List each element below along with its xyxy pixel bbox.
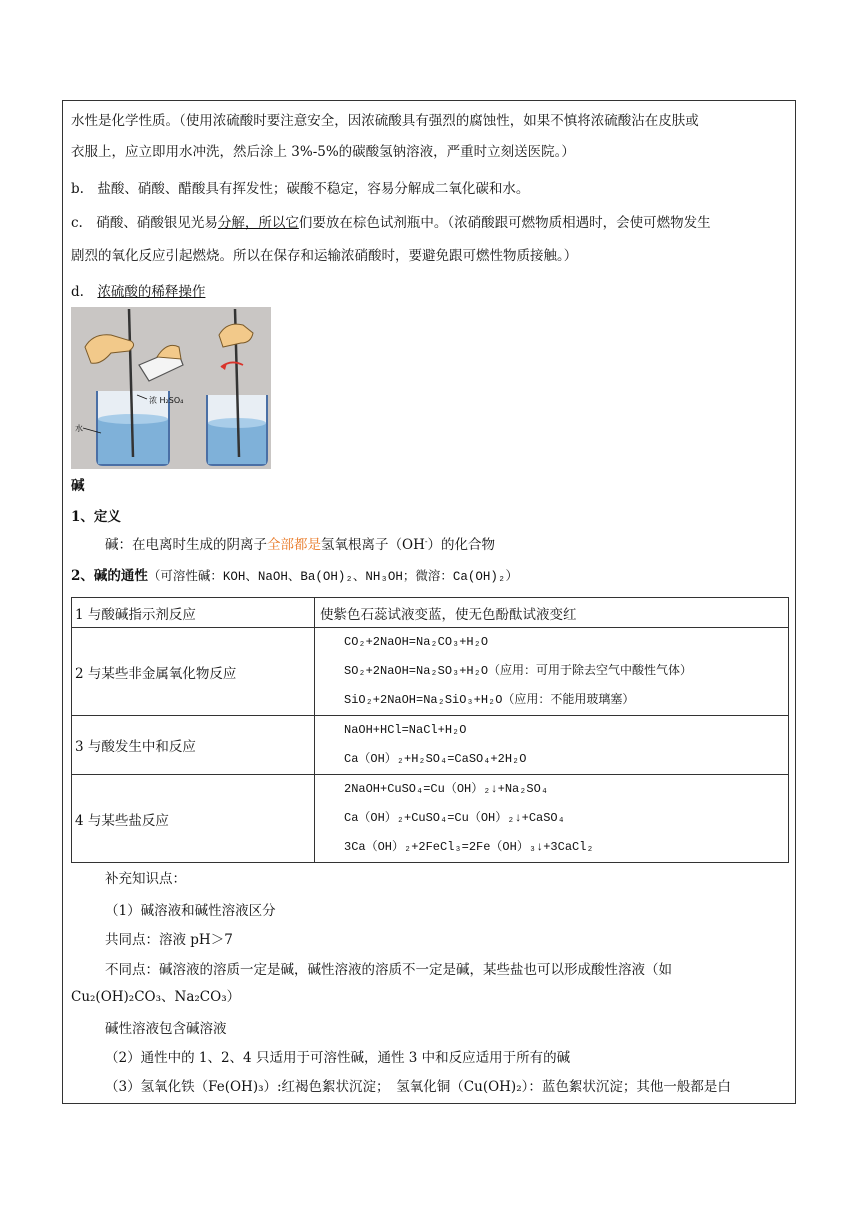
supplement-common: 共同点：溶液 pH＞7 xyxy=(105,932,233,948)
hydroxide-charge: - xyxy=(424,537,428,546)
acid-point-d xyxy=(71,282,789,302)
definition-heading: 1、定义 xyxy=(71,509,121,525)
equation-line: 3Ca（OH）₂+2FeCl₃=2Fe（OH）₃↓+3CaCl₂ xyxy=(344,840,594,854)
base-definition xyxy=(71,535,789,555)
supplement-point-1: （1）碱溶液和碱性溶液区分 xyxy=(105,903,276,919)
supplement-difference: 不同点：碱溶液的溶质一定是碱，碱性溶液的溶质不一定是碱，某些盐也可以形成酸性溶液（如 xyxy=(105,962,672,978)
properties-note: （可溶性碱：KOH、NaOH、Ba(OH)₂、NH₃OH；微溶：Ca(OH)₂） xyxy=(147,570,518,584)
content-line: 使紫色石蕊试液变蓝，使无色酚酞试液变红 xyxy=(320,606,577,623)
supplement-inclusion: 碱性溶液包含碱溶液 xyxy=(105,1021,227,1037)
acid-label: 浓 H₂SO₄ xyxy=(149,396,184,405)
row-label: 3 与酸发生中和反应 xyxy=(72,716,315,775)
properties-line xyxy=(71,566,789,587)
definition-suffix: 氢氧根离子（OH xyxy=(321,537,425,553)
supplement-title: 补充知识点： xyxy=(105,871,186,887)
row-content xyxy=(315,716,789,775)
equation-line: SiO₂+2NaOH=Na₂SiO₃+H₂O（应用：不能用玻璃塞） xyxy=(344,693,635,707)
content-frame xyxy=(62,100,796,1104)
table-row xyxy=(72,628,789,716)
definition-highlight: 全部都是 xyxy=(267,537,321,553)
base-properties-table xyxy=(71,597,789,863)
acid-text-line-2: 衣服上，应立即用水冲洗，然后涂上 3%-5%的碳酸氢钠溶液，严重时立刻送医院。） xyxy=(71,144,575,160)
row-content xyxy=(315,628,789,716)
table-row xyxy=(72,775,789,863)
row-content xyxy=(315,598,789,628)
definition-prefix: 碱：在电离时生成的阴离子 xyxy=(105,537,267,553)
acid-point-b: b. 盐酸、硝酸、醋酸具有挥发性；碳酸不稳定，容易分解成二氧化碳和水。 xyxy=(71,181,530,197)
definition-end: ）的化合物 xyxy=(427,537,496,553)
row-content xyxy=(315,775,789,863)
acid-point-c xyxy=(71,213,789,233)
base-heading: 碱 xyxy=(71,478,85,494)
equation-line: SO₂+2NaOH=Na₂SO₃+H₂O（应用：可用于除去空气中酸性气体） xyxy=(344,664,693,678)
dilution-title: 浓硫酸的稀释操作 xyxy=(97,284,206,300)
row-label: 4 与某些盐反应 xyxy=(72,775,315,863)
acid-point-c-line-2: 剧烈的氧化反应引起燃烧。所以在保存和运输浓硝酸时，要避免跟可燃性物质接触。） xyxy=(71,248,578,264)
acid-point-d-prefix: d. xyxy=(71,284,98,300)
properties-heading: 2、碱的通性 xyxy=(71,568,148,584)
acid-point-c-underlined: 分解，所以它 xyxy=(217,215,299,231)
row-label: 2 与某些非金属氧化物反应 xyxy=(72,628,315,716)
equation-line: Ca（OH）₂+H₂SO₄=CaSO₄+2H₂O xyxy=(344,752,527,766)
acid-point-c-prefix: c. 硝酸、硝酸银见光易 xyxy=(71,215,218,231)
supplement-point-3: （3）氢氧化铁（Fe(OH)₃）:红褐色絮状沉淀； 氢氧化铜（Cu(OH)₂）：蓝色絮状沉淀；其他一般都是白 xyxy=(105,1079,731,1095)
acid-point-c-rest: 们要放在棕色试剂瓶中。（浓硝酸跟可燃物质相遇时，会使可燃物发生 xyxy=(298,215,711,231)
acid-text-line-1: 水性是化学性质。（使用浓硫酸时要注意安全，因浓硫酸具有强烈的腐蚀性，如果不慎将浓硫酸沾在皮肤或 xyxy=(71,113,699,129)
equation-line: NaOH+HCl=NaCl+H₂O xyxy=(344,723,467,737)
table-row xyxy=(72,716,789,775)
table-row xyxy=(72,598,789,628)
equation-line: 2NaOH+CuSO₄=Cu（OH）₂↓+Na₂SO₄ xyxy=(344,782,549,796)
equation-line: CO₂+2NaOH=Na₂CO₃+H₂O xyxy=(344,635,489,649)
supplement-difference-cont: Cu₂(OH)₂CO₃、Na₂CO₃） xyxy=(71,989,241,1005)
row-label: 1 与酸碱指示剂反应 xyxy=(72,598,315,628)
dilution-illustration xyxy=(71,307,271,469)
equation-line: Ca（OH）₂+CuSO₄=Cu（OH）₂↓+CaSO₄ xyxy=(344,811,565,825)
water-label: 水 xyxy=(75,424,83,433)
supplement-point-2: （2）通性中的 1、2、4 只适用于可溶性碱，通性 3 中和反应适用于所有的碱 xyxy=(105,1050,571,1066)
